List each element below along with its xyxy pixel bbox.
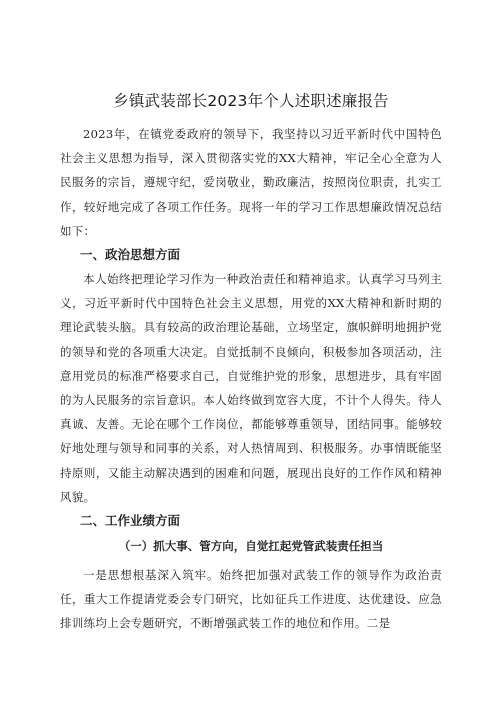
performance-paragraph: 一是思想根基深入筑牢。始终把加强对武装工作的领导作为政治责任，重大工作提请党委会专门研究，比如征兵工作进度、达优建设、应急排训练均上会专题研究，不断增强武装工作的地位和作用。二是 (60, 568, 442, 631)
political-paragraph: 本人始终把理论学习作为一种政治责任和精神追求。认真学习马列主义，习近平新时代中国特色社会主义思想，用党的XX大精神和新时期的理论武装头脑。具有较高的政治理论基础，立场坚定，旗帜鲜明地拥护党的领导和党的各项重大决定。自觉抵制不良倾向，积极参加各项活动，注意用党员的标准严格要求自己，自觉维护党的形象，思想进步，具有牢固的为人民服务的宗旨意识。本人始终做到宽容大度，不计个人得失。待人真诚、友善。无论在哪个工作岗位，都能够尊重领导，团结同事。能够较好地处理与领导和同事的关系，对人热情周到、积极服务。办事情既能坚持原则，又能主动解决遇到的困难和问题，展现出良好的工作作风和精神风貌。 (60, 272, 442, 504)
subsection-heading: （一）抓大事、管方向，自觉扛起党管武装责任担当 (118, 539, 384, 554)
section-heading-performance: 二、工作业绩方面 (80, 513, 181, 529)
intro-paragraph: 2023年，在镇党委政府的领导下，我坚持以习近平新时代中国特色社会主义思想为指导，深入贯彻落实党的XX大精神，牢记全心全意为人民服务的宗旨，遵规守纪，爱岗敬业，勤政廉洁，按照岗位职责，扎实工作，较好地完成了各项工作任务。现将一年的学习工作思想廉政情况总结如下： (60, 127, 442, 238)
section-heading-political: 一、政治思想方面 (80, 247, 181, 263)
document-title: 乡镇武装部长2023年个人述职述廉报告 (113, 92, 389, 110)
